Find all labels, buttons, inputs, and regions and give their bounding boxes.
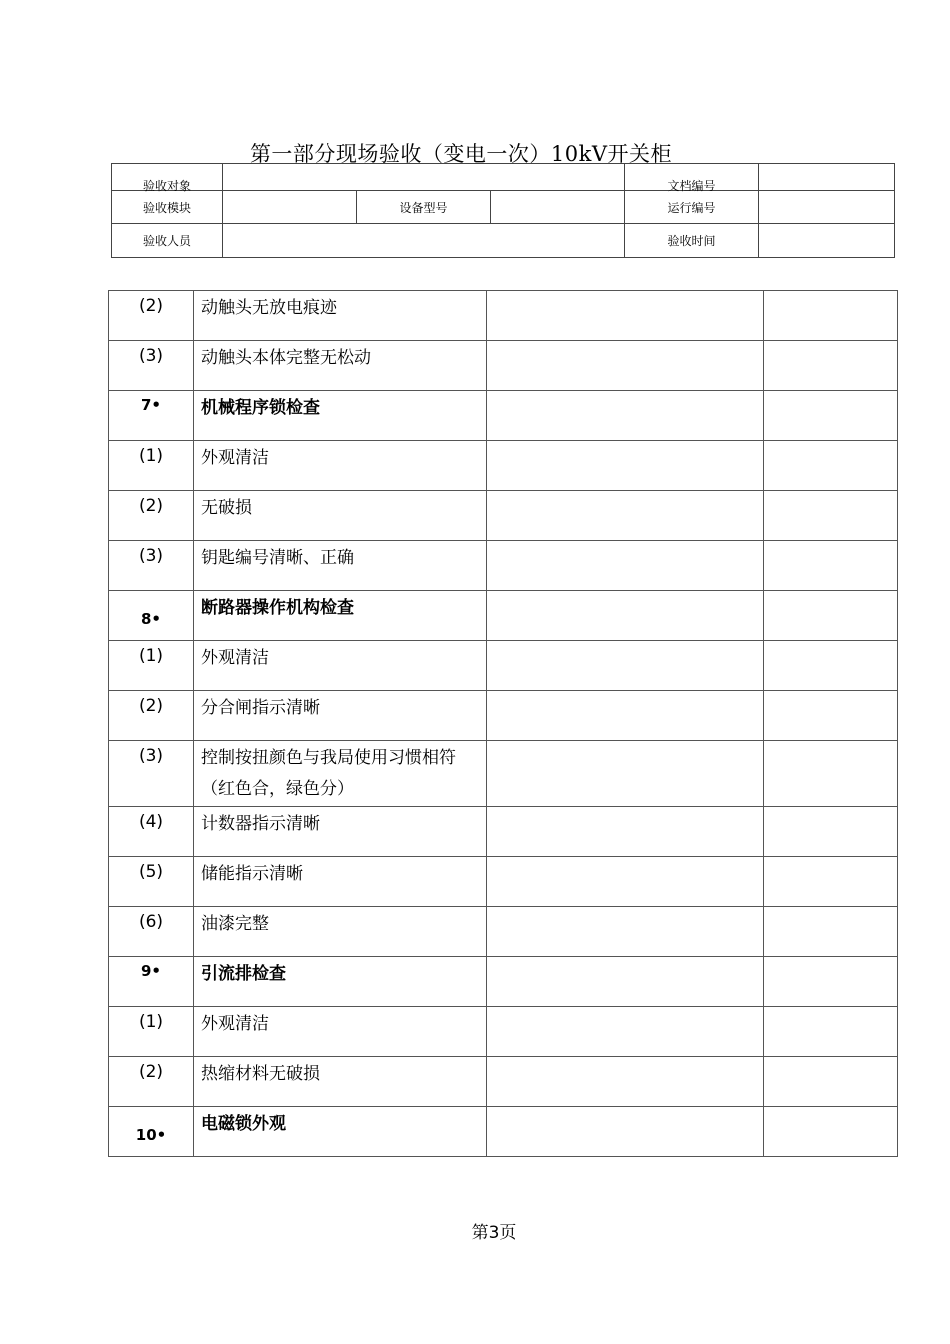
table-row <box>109 491 898 541</box>
item-text: 电磁锁外观 <box>194 1107 487 1157</box>
remark-cell <box>764 741 898 807</box>
item-number: 8• <box>109 591 194 641</box>
section-row <box>109 591 898 641</box>
item-text: 动触头本体完整无松动 <box>194 341 487 391</box>
table-row <box>109 741 898 807</box>
item-text: 计数器指示清晰 <box>194 807 487 857</box>
inspector-value <box>223 224 625 258</box>
table-row <box>109 291 898 341</box>
item-text: 外观清洁 <box>194 641 487 691</box>
item-text: 外观清洁 <box>194 1007 487 1057</box>
result-cell <box>487 741 764 807</box>
item-text: 引流排检查 <box>194 957 487 1007</box>
item-text: 机械程序锁检查 <box>194 391 487 441</box>
item-text: 外观清洁 <box>194 441 487 491</box>
table-row <box>109 341 898 391</box>
section-row <box>109 1107 898 1157</box>
acceptance-time-value <box>759 224 895 258</box>
device-model-label: 设备型号 <box>357 191 491 224</box>
result-cell <box>487 907 764 957</box>
remark-cell <box>764 907 898 957</box>
remark-cell <box>764 641 898 691</box>
acceptance-object-value <box>223 164 625 191</box>
table-row <box>109 691 898 741</box>
document-no-value <box>759 164 895 191</box>
item-text: 储能指示清晰 <box>194 857 487 907</box>
item-number: (1) <box>109 1007 194 1057</box>
operation-no-value <box>759 191 895 224</box>
acceptance-module-value <box>223 191 357 224</box>
remark-cell <box>764 391 898 441</box>
inspector-label: 验收人员 <box>112 224 223 258</box>
item-text: 动触头无放电痕迹 <box>194 291 487 341</box>
remark-cell <box>764 291 898 341</box>
remark-cell <box>764 441 898 491</box>
item-number: (2) <box>109 691 194 741</box>
item-number: (2) <box>109 291 194 341</box>
item-number: (2) <box>109 1057 194 1107</box>
result-cell <box>487 591 764 641</box>
item-text: 油漆完整 <box>194 907 487 957</box>
item-text: 钥匙编号清晰、正确 <box>194 541 487 591</box>
item-number: (1) <box>109 441 194 491</box>
table-row <box>109 1007 898 1057</box>
remark-cell <box>764 1057 898 1107</box>
remark-cell <box>764 857 898 907</box>
item-number: (6) <box>109 907 194 957</box>
item-number: 7• <box>109 391 194 441</box>
result-cell <box>487 957 764 1007</box>
table-row <box>109 907 898 957</box>
acceptance-module-label: 验收模块 <box>112 191 223 224</box>
item-number: (2) <box>109 491 194 541</box>
item-text: 无破损 <box>194 491 487 541</box>
remark-cell <box>764 957 898 1007</box>
remark-cell <box>764 341 898 391</box>
item-text: 断路器操作机构检查 <box>194 591 487 641</box>
device-model-value <box>491 191 625 224</box>
result-cell <box>487 1057 764 1107</box>
section-row <box>109 391 898 441</box>
table-row <box>109 441 898 491</box>
table-row <box>109 541 898 591</box>
item-text: 分合闸指示清晰 <box>194 691 487 741</box>
item-text: 控制按扭颜色与我局使用习惯相符（红色合，绿色分） <box>194 741 487 807</box>
result-cell <box>487 691 764 741</box>
result-cell <box>487 807 764 857</box>
section-row <box>109 957 898 1007</box>
item-number: (3) <box>109 341 194 391</box>
checklist-table <box>108 290 898 1157</box>
remark-cell <box>764 1007 898 1057</box>
remark-cell <box>764 807 898 857</box>
result-cell <box>487 1007 764 1057</box>
remark-cell <box>764 1107 898 1157</box>
header-info-table <box>111 163 895 258</box>
result-cell <box>487 491 764 541</box>
page-number: 第3页 <box>471 1223 517 1243</box>
result-cell <box>487 541 764 591</box>
result-cell <box>487 441 764 491</box>
table-row <box>109 807 898 857</box>
document-no-label: 文档编号 <box>625 164 759 191</box>
remark-cell <box>764 591 898 641</box>
operation-no-label: 运行编号 <box>625 191 759 224</box>
result-cell <box>487 857 764 907</box>
item-text: 热缩材料无破损 <box>194 1057 487 1107</box>
page-title: 第一部分现场验收（变电一次）10kV开关柜 <box>249 142 673 166</box>
result-cell <box>487 1107 764 1157</box>
remark-cell <box>764 691 898 741</box>
result-cell <box>487 641 764 691</box>
item-number: 9• <box>109 957 194 1007</box>
table-row <box>109 857 898 907</box>
item-number: (3) <box>109 541 194 591</box>
acceptance-time-label: 验收时间 <box>625 224 759 258</box>
table-row <box>109 641 898 691</box>
item-number: (1) <box>109 641 194 691</box>
item-number: (3) <box>109 741 194 807</box>
remark-cell <box>764 491 898 541</box>
result-cell <box>487 291 764 341</box>
result-cell <box>487 391 764 441</box>
remark-cell <box>764 541 898 591</box>
item-number: 10• <box>109 1107 194 1157</box>
result-cell <box>487 341 764 391</box>
item-number: (4) <box>109 807 194 857</box>
item-number: (5) <box>109 857 194 907</box>
table-row <box>109 1057 898 1107</box>
acceptance-object-label: 验收对象 <box>112 164 223 191</box>
